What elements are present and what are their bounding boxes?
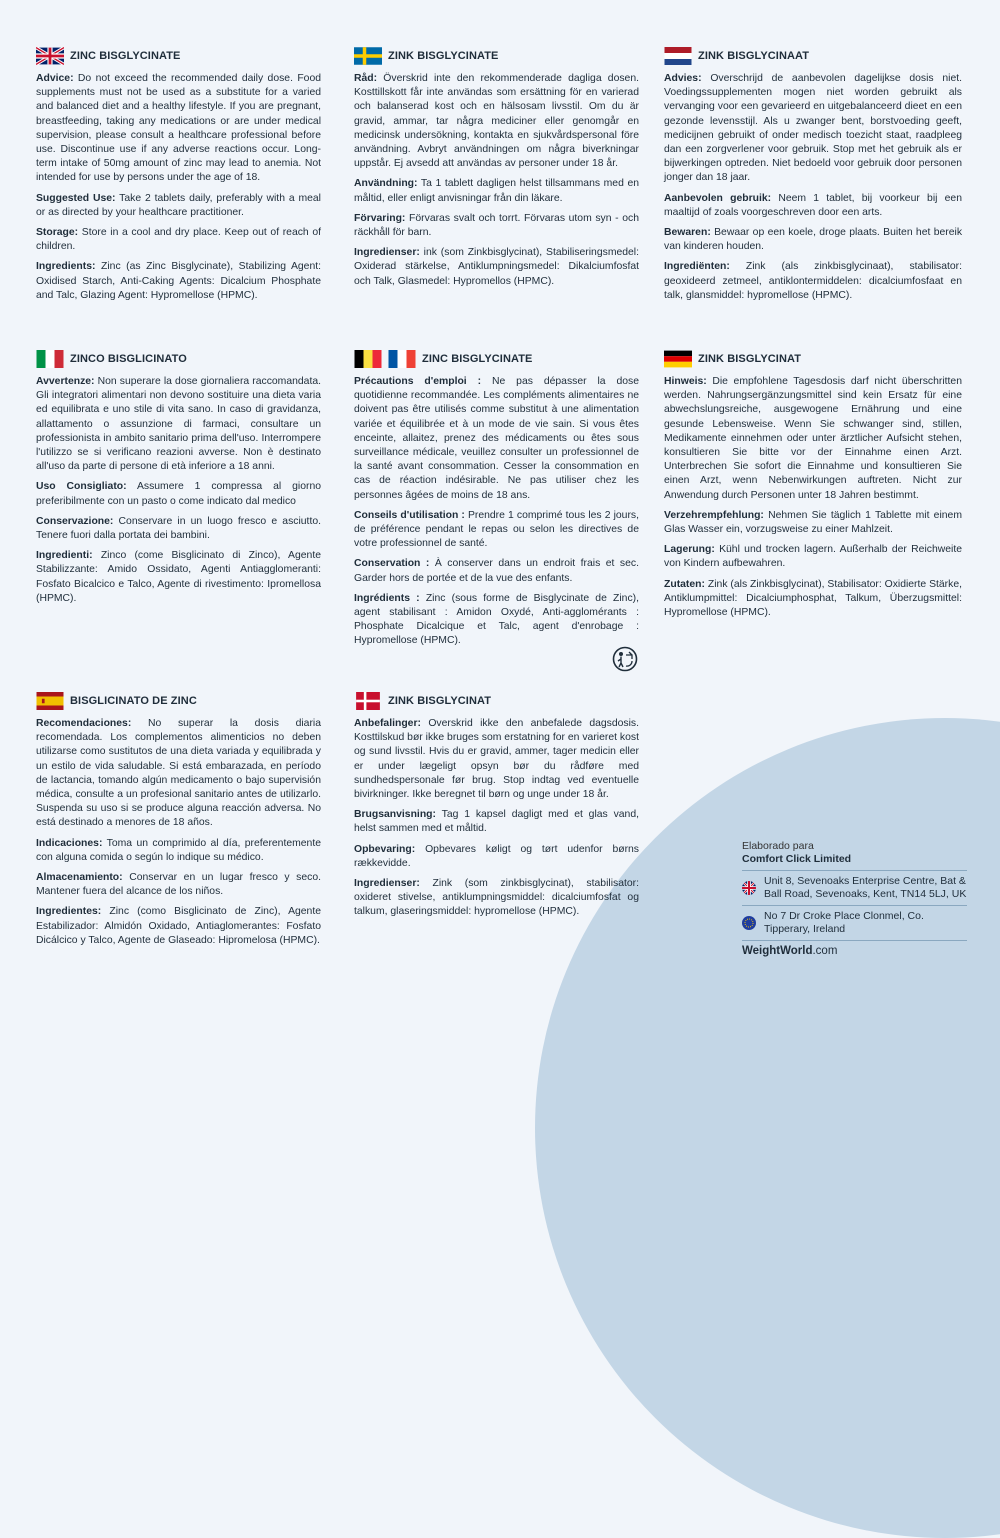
storage-paragraph: Conservazione: Conservare in un luogo fresco e asciutto. Tenere fuori dalla portata dei bambini. [36, 515, 321, 542]
germany-flag-icon [664, 350, 692, 368]
use-paragraph: Uso Consigliato: Assumere 1 compressa al giorno preferibilmente con un pasto o come indicato dal medico [36, 481, 321, 507]
section-uk [36, 46, 321, 309]
eu-address: No 7 Dr Croke Place Clonmel, Co. Tipperary, Ireland [742, 905, 967, 940]
use-paragraph: Användning: Ta 1 tablett dagligen helst tillsammans med en måltid, eller enligt anvisningar från din läkare. [354, 178, 640, 204]
use-paragraph: Indicaciones: Toma un comprimido al día, preferentemente con alguna comida o según lo indique su médico. [36, 837, 322, 863]
manufacturer-info [742, 840, 967, 958]
use-paragraph: Verzehrempfehlung: Nehmen Sie täglich 1 Tablette mit einem Glas Wasser ein, vorzugsweise zu einer Mahlzeit. [664, 509, 962, 536]
ingredients-paragraph: Ingredients: Zinc (as Zinc Bisglycinate), Stabilizing Agent: Oxidised Starch, Anti-Caking Agents: Dicalcium Phosphate and Talc, Glazing Agent: Hypromellose (HPMC). [36, 261, 322, 301]
advice-paragraph: Hinweis: Die empfohlene Tagesdosis darf nicht überschritten werden. Nahrungsergänzungsmittel sind kein Ersatz für eine abwechslungsreiche, ausgewogene Ernährung und eine gesunde Lebensweise. Wenn Sie schwanger sind, stillen, Medikamente einnehmen oder unter ärztlicher Aufsicht stehen, konsultieren Sie bitte vor der Einnahme einen Arzt. Unterbrechen Sie sofort die Einnahme und konsultieren Sie einen Arzt, wenn Nebenwirkungen auftreten. Nicht zur Anwendung durch Personen unter 18 Jahren bestimmt. [664, 376, 962, 501]
section-es [36, 691, 321, 954]
section-title: BISGLICINATO DE ZINC [70, 694, 197, 707]
section-it [36, 349, 321, 612]
storage-paragraph: Almacenamiento: Conservar en un lugar fresco y seco. Mantener fuera del alcance de los niños. [36, 872, 322, 898]
advice-paragraph: Anbefalinger: Overskrid ikke den anbefalede dagsdosis. Kosttilskud bør ikke bruges som erstatning for en varieret kost og sund livsstil. Hvis du er gravid, ammer, tager medicin eller er under lægeligt opsyn bør du rådføre med sundhedspersonale før brug. Stop indtag ved eventuelle bivirkninger. Ikke beregnet til børn og unge under 18 år. [354, 718, 640, 801]
ingredients-paragraph: Ingrédients : Zinc (sous forme de Bisglycinate de Zinc), agent stabilisant : Amidon Oxydé, Anti-agglomérants : Phosphate Dicalcique et Talc, agent d'enrobage : Hypromellose (HPMC). [354, 592, 639, 647]
ingredients-paragraph: Ingredientes: Zinc (como Bisglicinato de Zinc), Agente Estabilizador: Almidón Oxidado, Antiaglomerantes: Fosfato Dicálcico y Talco, Agente de Glaseado: Hipromelosa (HPMC). [36, 906, 321, 946]
sweden-flag-icon [354, 47, 382, 65]
section-se [354, 46, 639, 295]
section-title: ZINK BISGLYCINAT [388, 694, 492, 707]
use-paragraph: Aanbevolen gebruik: Neem 1 tablet, bij voorkeur bij een maaltijd of zoals voorgeschreven door een arts. [664, 192, 962, 218]
advice-paragraph: Råd: Överskrid inte den rekommenderade dagliga dosen. Kosttillskott får inte användas som ersättning för en varierad och balanserad kost och en hälsosam livsstil. Om du är gravid, ammar, tar några mediciner eller genomgår en medicinsk undersökning, kontakta en sjukvårdspersonal före användning. Avbryt användningen om några biverkningar uppstår. Ej avsedd att användas av personer under 18 år. [354, 73, 639, 170]
advice-paragraph: Avvertenze: Non superare la dose giornaliera raccomandata. Gli integratori alimentari non devono sostituire una dieta varia ed equilibrata e uno stile di vita sano. In caso di gravidanza, allattamento o assunzione di farmaci, consultare un professionista in ambito sanitario prima dell'uso. Interrompere l'utilizzo se si verificano reazioni avverse. Non è destinato all'uso da parte di persone di età inferiore a 18 anni. [36, 376, 322, 473]
belgium-flag-icon [354, 350, 382, 368]
made-for-label: Elaborado para [742, 840, 814, 852]
netherlands-flag-icon [664, 47, 692, 65]
use-paragraph: Conseils d'utilisation : Prendre 1 comprimé tous les 2 jours, de préférence pendant le repas ou selon les directives de votre professionnel de santé. [354, 509, 639, 550]
section-be-fr [354, 349, 639, 655]
advice-paragraph: Advice: Do not exceed the recommended daily dose. Food supplements must not be used as a substitute for a varied and balanced diet and a healthy lifestyle. If you are pregnant, breastfeeding, taking any medications or are under medical supervision, please consult a healthcare professional before use. Discontinue use if any adverse reactions occur. Long-term intake of 50mg amount of zinc may lead to anemia. Not intended for use by persons under the age of 18. [36, 73, 322, 184]
storage-paragraph: Opbevaring: Opbevares køligt og tørt udenfor børns rækkevidde. [354, 843, 639, 869]
section-title: ZINK BISGLYCINAT [698, 352, 802, 365]
storage-paragraph: Storage: Store in a cool and dry place. Keep out of reach of children. [36, 227, 321, 253]
section-title: ZINC BISGLYCINATE [422, 352, 533, 365]
advice-paragraph: Précautions d'emploi : Ne pas dépasser la dose quotidienne recommandée. Les compléments alimentaires ne doivent pas être utilisés comme substitut à une alimentation variée et équilibrée et à un mode de vie sain. Si vous êtes enceinte, allaitez, prenez des médicaments ou êtes sous surveillance médicale, veuillez consulter un professionnel de la santé avant consommation. Cesser la consommation en cas de réaction indésirable. Ne pas utiliser chez les personnes âgées de moins de 18 ans. [354, 376, 640, 501]
use-paragraph: Brugsanvisning: Tag 1 kapsel dagligt med et glas vand, helst sammen med et måltid. [354, 809, 639, 835]
denmark-flag-icon [354, 692, 382, 710]
use-paragraph: Suggested Use: Take 2 tablets daily, preferably with a meal or as directed by your healthcare practitioner. [36, 192, 321, 218]
section-title: ZINC BISGLYCINATE [70, 49, 181, 62]
section-title: ZINCO BISGLICINATO [70, 352, 187, 365]
spain-flag-icon [36, 692, 64, 710]
brand-name: WeightWorld.com [742, 940, 967, 958]
advice-paragraph: Recomendaciones: No superar la dosis diaria recomendada. Los complementos alimenticios no deben utilizarse como sustitutos de una dieta variada y equilibrada y un estilo de vida saludable. Si está embarazada, en período de lactancia, tomando algún medicamento o bajo supervisión médica, consulte a un profesional sanitario antes de utilizarlo. Suspenda su uso si se produce alguna reacción adversa. No está destinado a menores de 18 años. [36, 718, 321, 829]
france-flag-icon [388, 350, 416, 368]
uk-flag-icon [36, 47, 64, 65]
storage-paragraph: Lagerung: Kühl und trocken lagern. Außerhalb der Reichweite von Kindern aufbewahren. [664, 544, 962, 570]
storage-paragraph: Bewaren: Bewaar op een koele, droge plaats. Buiten het bereik van kinderen houden. [664, 227, 963, 253]
eu-flag-icon [742, 916, 756, 930]
advice-paragraph: Advies: Overschrijd de aanbevolen dagelijkse dosis niet. Voedingssupplementen mogen niet worden gebruikt als vervanging voor een gevarieerd en uitgebalanceerd dieet en een gezonde levensstijl. Als u zwanger bent, borstvoeding geeft, medicijnen gebruikt of onder medisch toezicht staat, raadpleeg dan een zorgverlener voor gebruik. Stop met het gebruik als er bijwerkingen optreden. Niet bedoeld voor gebruik door personen jonger dan 18 jaar. [664, 73, 963, 184]
ingredients-paragraph: Ingredienti: Zinco (come Bisglicinato di Zinco), Agente Stabilizzante: Amido Ossidato, Agenti Antiagglomeranti: Fosfato Bicalcico e Talco, Agente di rivestimento: Ipromellosa (HPMC). [36, 550, 321, 604]
section-dk [354, 691, 639, 926]
section-title: ZINK BISGLYCINATE [388, 49, 499, 62]
triman-recycling-icon [612, 646, 638, 672]
ingredients-paragraph: Ingrediënten: Zink (als zinkbisglycinaat), stabilisator: geoxideerd zetmeel, antiklontermiddelen: dicalciumfosfaat en talk, glansmiddel: hypromellose (HPMC). [664, 261, 963, 301]
section-de [664, 349, 962, 626]
section-title: ZINK BISGLYCINAAT [698, 49, 810, 62]
uk-address: Unit 8, Sevenoaks Enterprise Centre, Bat & Ball Road, Sevenoaks, Kent, TN14 5LJ, UK [742, 870, 967, 905]
section-nl [664, 46, 962, 309]
ingredients-paragraph: Ingredienser: Zink (som zinkbisglycinat), stabilisator: oxideret stivelse, antiklumpningsmiddel: dicalciumfosfat og talkum, glaseringsmiddel: hypromellose (HPMC). [354, 878, 639, 918]
ingredients-paragraph: Zutaten: Zink (als Zinkbisglycinat), Stabilisator: Oxidierte Stärke, Antiklumpmittel: Dicalciumphosphat, Talkum, Überzugsmittel: Hypromellose (HPMC). [664, 578, 962, 619]
ingredients-paragraph: Ingredienser: ink (som Zinkbisglycinat), Stabiliseringsmedel: Oxiderad stärkelse, Antiklumpningsmedel: Dikalciumfosfat och Talk, Glasmedel: Hypromellos (HPMC). [354, 247, 640, 287]
company-name: Comfort Click Limited [742, 853, 852, 865]
storage-paragraph: Conservation : À conserver dans un endroit frais et sec. Garder hors de portée et de la vue des enfants. [354, 558, 639, 584]
uk-flag-icon [742, 881, 756, 895]
storage-paragraph: Förvaring: Förvaras svalt och torrt. Förvaras utom syn - och räckhåll för barn. [354, 212, 640, 239]
italy-flag-icon [36, 350, 64, 368]
